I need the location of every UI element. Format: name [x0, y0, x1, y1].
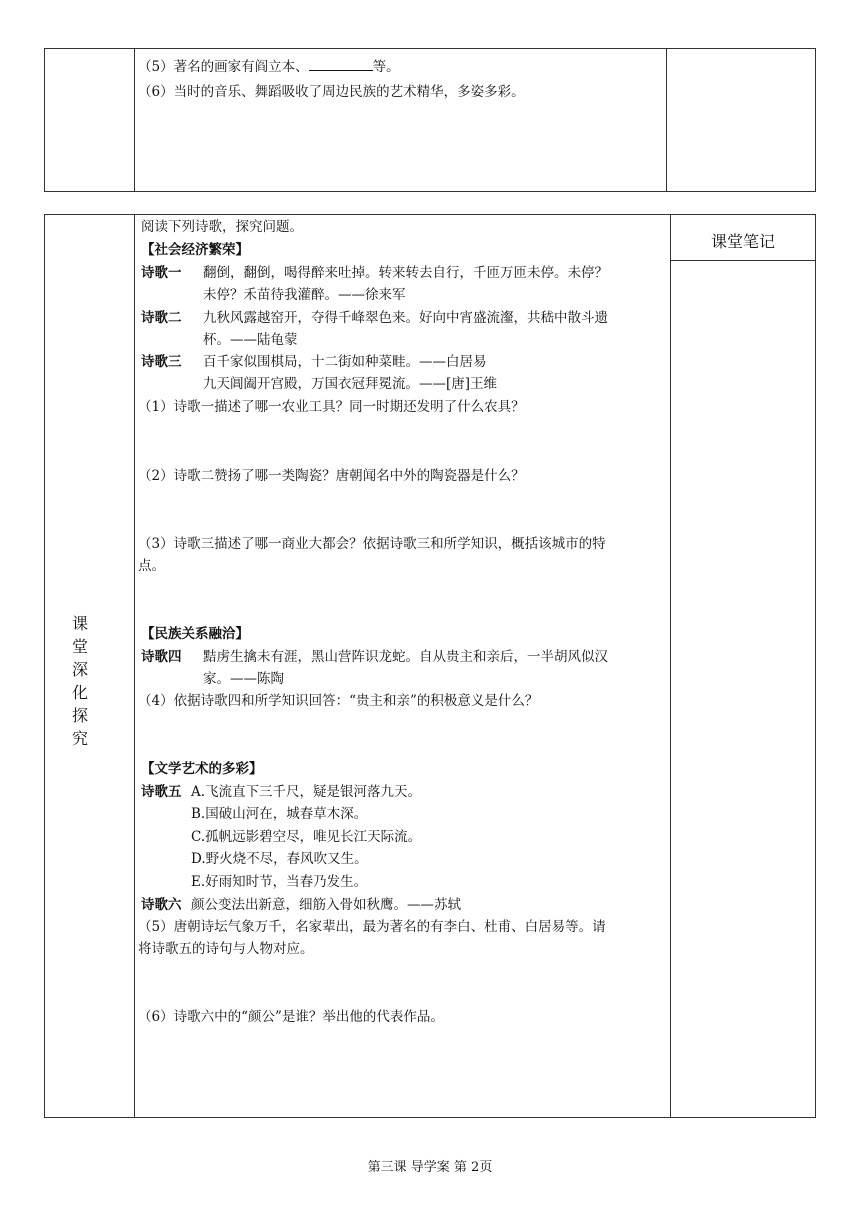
- column-divider: [666, 49, 667, 191]
- poem6-label: 诗歌六: [141, 897, 182, 913]
- question-5-line1: （5）唐朝诗坛气象万千，名家辈出，最为著名的有李白、杜甫、白居易等。请: [138, 919, 606, 935]
- side-title: 课 堂 深 化 探 究: [71, 614, 88, 748]
- poem4-line2: 家。——陈陶: [203, 671, 284, 687]
- column-divider: [134, 49, 135, 191]
- poem5-option-d: D.野火烧不尽，春风吹又生。: [191, 851, 368, 867]
- question-3-line2: 点。: [138, 558, 165, 574]
- question-5-line2: 将诗歌五的诗句与人物对应。: [138, 941, 314, 957]
- main-table: [44, 214, 816, 1118]
- poem3-line1: 百千家似围棋局，十二街如种菜畦。——白居易: [203, 354, 487, 370]
- top-question-5: （5）著名的画家有阎立本、 等。: [138, 59, 400, 75]
- poem6-line: 颜公变法出新意，细筋入骨如秋鹰。——苏轼: [191, 897, 461, 913]
- question-2: （2）诗歌二赞扬了哪一类陶瓷？唐朝闻名中外的陶瓷器是什么？: [138, 468, 525, 484]
- poem4-line1: 黠虏生擒未有涯，黑山营阵识龙蛇。自从贵主和亲后，一半胡风似汉: [203, 649, 608, 665]
- poem5-option-a: A.飞流直下三千尺，疑是银河落九天。: [191, 784, 422, 800]
- poem2-line2: 杯。——陆龟蒙: [203, 332, 298, 348]
- poem3-label: 诗歌三: [141, 354, 182, 370]
- poem5-option-b: B.国破山河在，城春草木深。: [191, 806, 368, 822]
- poem5-label: 诗歌五: [141, 784, 182, 800]
- poem5-option-c: C.孤帆远影碧空尽，唯见长江天际流。: [191, 829, 422, 845]
- top-question-6: （6）当时的音乐、舞蹈吸收了周边民族的艺术精华，多姿多彩。: [138, 84, 525, 100]
- poem2-label: 诗歌二: [141, 310, 182, 326]
- question-3-line1: （3）诗歌三描述了哪一商业大都会？依据诗歌三和所学知识，概括该城市的特: [138, 536, 606, 552]
- intro-text: 阅读下列诗歌，探究问题。: [141, 219, 303, 235]
- poem4-label: 诗歌四: [141, 649, 182, 665]
- poem3-line2: 九天阊阖开宫殿，万国衣冠拜冕流。——[唐]王维: [203, 376, 498, 392]
- section-title-ethnic: 【民族关系融洽】: [141, 626, 249, 642]
- column-divider: [670, 215, 671, 1117]
- question-6: （6）诗歌六中的“颜公”是谁？举出他的代表作品。: [138, 1009, 444, 1025]
- section-title-arts: 【文学艺术的多彩】: [141, 761, 263, 777]
- section-title-economy: 【社会经济繁荣】: [141, 242, 249, 258]
- column-divider: [134, 215, 135, 1117]
- poem1-line1: 翻倒，翻倒，喝得醉来吐掉。转来转去自行，千匝万匝未停。未停？: [203, 265, 608, 281]
- poem1-label: 诗歌一: [141, 265, 182, 281]
- question-1: （1）诗歌一描述了哪一农业工具？同一时期还发明了什么农具？: [138, 399, 525, 415]
- poem1-line2: 未停？禾苗待我灌醉。——徐来军: [203, 287, 406, 303]
- question-4: （4）依据诗歌四和所学知识回答：“贵主和亲”的积极意义是什么？: [138, 693, 539, 709]
- poem2-line1: 九秋风露越窑开，夺得千峰翠色来。好向中宵盛流瀣，共嵇中散斗遗: [203, 310, 608, 326]
- notes-header: 课堂笔记: [710, 232, 775, 251]
- page-footer: 第三课 导学案 第 2页: [367, 1160, 493, 1175]
- poem5-option-e: E.好雨知时节，当春乃发生。: [191, 874, 368, 890]
- fill-blank: [309, 58, 373, 71]
- notes-header-divider: [670, 260, 815, 261]
